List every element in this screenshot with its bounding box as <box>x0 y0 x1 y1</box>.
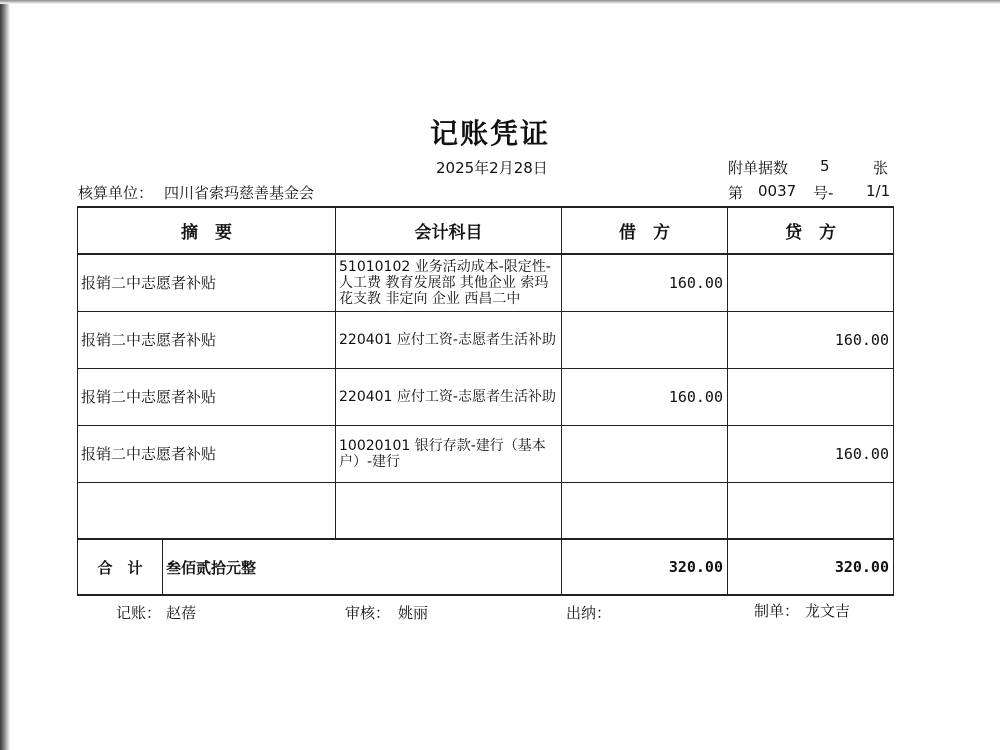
scan-edge-top <box>0 0 1000 4</box>
row-summary: 报销二中志愿者补贴 <box>78 425 336 482</box>
attachment-count: 5 <box>820 157 830 175</box>
preparer-label: 制单： <box>754 602 800 620</box>
row-summary: 报销二中志愿者补贴 <box>78 311 336 368</box>
row-credit <box>728 254 894 311</box>
voucher-date: 2025年2月28日 <box>436 159 548 177</box>
auditor-label: 审核： <box>345 604 391 622</box>
table-row-empty <box>78 482 894 539</box>
voucher-no-suffix: 号- <box>813 184 834 202</box>
row-debit <box>562 311 728 368</box>
table-row <box>78 368 894 425</box>
total-debit: 320.00 <box>562 539 728 595</box>
row-subject: 220401 应付工资-志愿者生活补助 <box>336 368 562 425</box>
voucher-page: 1/1 <box>866 182 891 200</box>
attachment-unit: 张 <box>873 159 889 177</box>
unit-label: 核算单位： <box>78 184 154 202</box>
row-credit <box>728 482 894 539</box>
bookkeeper-name: 赵蓓 <box>166 604 197 622</box>
bookkeeper-label: 记账： <box>116 604 162 622</box>
header-credit: 贷 方 <box>728 207 894 254</box>
row-subject <box>336 482 562 539</box>
table-row <box>78 311 894 368</box>
row-subject: 220401 应付工资-志愿者生活补助 <box>336 311 562 368</box>
row-subject: 51010102 业务活动成本-限定性-人工费 教育发展部 其他企业 索玛花支教 非定向 企业 西昌二中 <box>336 254 562 311</box>
voucher-table <box>77 206 894 596</box>
voucher-no-number: 0037 <box>758 182 797 200</box>
header-subject: 会计科目 <box>336 207 562 254</box>
row-subject: 10020101 银行存款-建行（基本户）-建行 <box>336 425 562 482</box>
row-credit: 160.00 <box>728 311 894 368</box>
total-amount-words: 叁佰贰拾元整 <box>163 539 562 595</box>
auditor-name: 姚丽 <box>398 604 429 622</box>
header-summary: 摘 要 <box>78 207 336 254</box>
total-label: 合 计 <box>78 539 163 595</box>
preparer-name: 龙文吉 <box>805 602 851 620</box>
voucher-no-prefix: 第 <box>728 184 744 202</box>
row-summary <box>78 482 336 539</box>
table-total-row <box>78 539 894 595</box>
row-debit <box>562 425 728 482</box>
table-row <box>78 254 894 311</box>
row-debit: 160.00 <box>562 254 728 311</box>
row-summary: 报销二中志愿者补贴 <box>78 368 336 425</box>
total-credit: 320.00 <box>728 539 894 595</box>
row-debit: 160.00 <box>562 368 728 425</box>
row-summary: 报销二中志愿者补贴 <box>78 254 336 311</box>
unit-name: 四川省索玛慈善基金会 <box>164 184 315 202</box>
cashier-label: 出纳： <box>566 604 612 622</box>
row-debit <box>562 482 728 539</box>
row-credit: 160.00 <box>728 425 894 482</box>
voucher-title: 记账凭证 <box>429 117 550 150</box>
attachment-label: 附单据数 <box>728 159 789 177</box>
header-debit: 借 方 <box>562 207 728 254</box>
row-credit <box>728 368 894 425</box>
table-header-row <box>78 207 894 254</box>
table-row <box>78 425 894 482</box>
